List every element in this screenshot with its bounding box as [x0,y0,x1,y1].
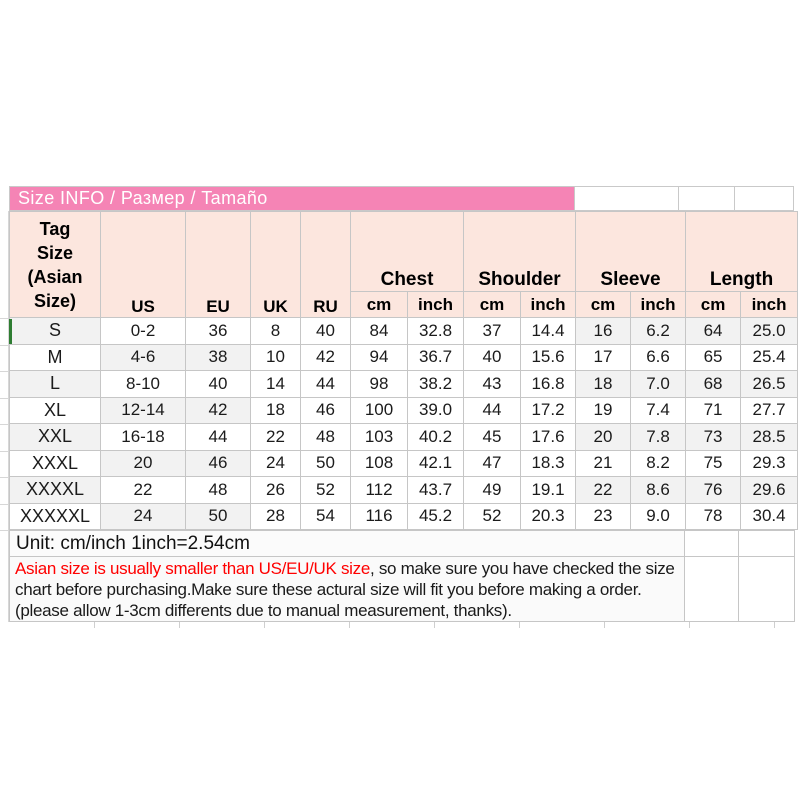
gridline-stub [0,477,8,478]
size-value-cell: 26 [251,477,301,504]
size-value-cell: 25.0 [741,318,798,345]
size-value-cell: 20.3 [521,503,576,530]
size-value-cell: 8 [251,318,301,345]
column-header-us: US [101,212,186,318]
size-value-cell: 103 [351,424,408,451]
size-value-cell: 16.8 [521,371,576,398]
size-value-cell: 75 [686,450,741,477]
size-value-cell: 40 [464,344,521,371]
size-value-cell: 15.6 [521,344,576,371]
tag-line: Tag [39,218,71,239]
size-value-cell: 32.8 [408,318,464,345]
gridline-stub [349,622,350,628]
size-value-cell: 18 [576,371,631,398]
size-value-cell: 48 [301,424,351,451]
size-value-cell: 38.2 [408,371,464,398]
size-value-cell: 29.3 [741,450,798,477]
gridline-stub [0,530,8,531]
unit-note: Unit: cm/inch 1inch=2.54cm [9,530,685,557]
tag-size-cell: M [10,344,101,371]
size-table [9,211,798,530]
size-value-cell: 23 [576,503,631,530]
table-row [10,344,798,371]
size-value-cell: 45 [464,424,521,451]
gridline-stub [434,622,435,628]
size-value-cell: 17.2 [521,397,576,424]
size-value-cell: 48 [186,477,251,504]
subheader-chest-inch: inch [408,292,464,318]
size-value-cell: 50 [186,503,251,530]
size-value-cell: 36 [186,318,251,345]
size-value-cell: 44 [301,371,351,398]
size-value-cell: 43.7 [408,477,464,504]
size-value-cell: 27.7 [741,397,798,424]
gridline-stub [604,622,605,628]
size-value-cell: 18.3 [521,450,576,477]
size-value-cell: 38 [186,344,251,371]
size-value-cell: 71 [686,397,741,424]
subheader-chest-cm: cm [351,292,408,318]
size-value-cell: 22 [576,477,631,504]
table-row [10,397,798,424]
size-value-cell: 8.2 [631,450,686,477]
page-title: Size INFO / Размер / Tamaño [9,186,575,211]
size-value-cell: 29.6 [741,477,798,504]
size-value-cell: 112 [351,477,408,504]
empty-cell [734,186,794,211]
size-value-cell: 28 [251,503,301,530]
unit-row [9,530,795,557]
size-value-cell: 65 [686,344,741,371]
gridline-stub [0,371,8,372]
size-value-cell: 42 [186,397,251,424]
tag-size-cell: XXXXXL [10,503,101,530]
tag-size-cell: XXL [10,424,101,451]
size-value-cell: 40 [301,318,351,345]
empty-cell [684,530,739,557]
disclaimer-red-text: Asian size is usually smaller than US/EU/UK size [15,559,371,578]
gridline-stub [0,424,8,425]
size-value-cell: 44 [186,424,251,451]
table-row [10,450,798,477]
size-value-cell: 28.5 [741,424,798,451]
size-value-cell: 42.1 [408,450,464,477]
size-value-cell: 40 [186,371,251,398]
column-group-chest: Chest [351,212,464,292]
size-value-cell: 46 [186,450,251,477]
gridline [8,211,9,622]
tag-size-cell: L [10,371,101,398]
gridline-stub [774,622,775,628]
size-value-cell: 100 [351,397,408,424]
subheader-shoulder-inch: inch [521,292,576,318]
column-header-ru: RU [301,212,351,318]
tag-size-cell: XL [10,397,101,424]
size-value-cell: 16-18 [101,424,186,451]
size-value-cell: 64 [686,318,741,345]
size-value-cell: 17.6 [521,424,576,451]
tag-size-cell: XXXXL [10,477,101,504]
gridline-stub [94,622,95,628]
gridline-stub [264,622,265,628]
title-row [9,186,794,211]
gridline-stub [0,504,8,505]
empty-cell [738,530,795,557]
size-value-cell: 73 [686,424,741,451]
size-value-cell: 94 [351,344,408,371]
size-value-cell: 52 [301,477,351,504]
size-value-cell: 26.5 [741,371,798,398]
column-group-length: Length [686,212,798,292]
size-value-cell: 42 [301,344,351,371]
empty-cell [684,556,739,622]
tag-size-cell: S [10,318,101,345]
size-value-cell: 4-6 [101,344,186,371]
size-value-cell: 6.2 [631,318,686,345]
size-value-cell: 30.4 [741,503,798,530]
size-value-cell: 17 [576,344,631,371]
column-group-shoulder: Shoulder [464,212,576,292]
gridline-stub [0,345,8,346]
disclaimer-text [9,556,685,622]
subheader-sleeve-cm: cm [576,292,631,318]
gridline-stub [0,398,8,399]
size-value-cell: 0-2 [101,318,186,345]
size-value-cell: 7.0 [631,371,686,398]
size-value-cell: 6.6 [631,344,686,371]
size-value-cell: 78 [686,503,741,530]
empty-cell [738,556,795,622]
size-value-cell: 19.1 [521,477,576,504]
size-value-cell: 36.7 [408,344,464,371]
column-header-uk: UK [251,212,301,318]
size-value-cell: 84 [351,318,408,345]
size-value-cell: 20 [576,424,631,451]
size-value-cell: 22 [251,424,301,451]
size-value-cell: 10 [251,344,301,371]
size-value-cell: 40.2 [408,424,464,451]
size-value-cell: 9.0 [631,503,686,530]
header-row-groups [10,212,798,292]
size-value-cell: 18 [251,397,301,424]
subheader-length-inch: inch [741,292,798,318]
column-group-sleeve: Sleeve [576,212,686,292]
subheader-shoulder-cm: cm [464,292,521,318]
size-value-cell: 76 [686,477,741,504]
size-value-cell: 12-14 [101,397,186,424]
empty-cell [678,186,735,211]
size-value-cell: 7.4 [631,397,686,424]
table-row [10,503,798,530]
green-selection-marker [9,319,12,344]
size-value-cell: 108 [351,450,408,477]
size-value-cell: 54 [301,503,351,530]
subheader-length-cm: cm [686,292,741,318]
tag-line: (Asian [27,266,83,287]
size-value-cell: 8-10 [101,371,186,398]
table-row [10,318,798,345]
size-value-cell: 52 [464,503,521,530]
size-value-cell: 46 [301,397,351,424]
tag-line: Size [36,242,74,263]
size-value-cell: 7.8 [631,424,686,451]
gridline-stub [0,318,8,319]
table-row [10,371,798,398]
size-value-cell: 24 [101,503,186,530]
table-row [10,477,798,504]
size-value-cell: 21 [576,450,631,477]
size-value-cell: 49 [464,477,521,504]
size-value-cell: 98 [351,371,408,398]
disclaimer-rest-text: , so make sure you have checked the size chart before purchasing.Make sure these actural size will fit you before making a order.(please allow 1-3cm differents due to manual measurement, thanks). [15,559,675,620]
size-value-cell: 50 [301,450,351,477]
size-value-cell: 24 [251,450,301,477]
size-value-cell: 14 [251,371,301,398]
tag-size-cell: XXXL [10,450,101,477]
table-row [10,424,798,451]
size-value-cell: 39.0 [408,397,464,424]
size-table-body [10,318,798,530]
size-value-cell: 37 [464,318,521,345]
size-value-cell: 45.2 [408,503,464,530]
size-value-cell: 20 [101,450,186,477]
empty-cell [574,186,679,211]
gridline-stub [179,622,180,628]
gridline-stub [0,451,8,452]
size-value-cell: 8.6 [631,477,686,504]
gridline-stub [519,622,520,628]
size-value-cell: 25.4 [741,344,798,371]
size-value-cell: 14.4 [521,318,576,345]
size-value-cell: 43 [464,371,521,398]
gridline-stub [689,622,690,628]
column-header-eu: EU [186,212,251,318]
size-value-cell: 16 [576,318,631,345]
tag-line: Size) [33,290,76,311]
size-value-cell: 19 [576,397,631,424]
size-value-cell: 68 [686,371,741,398]
subheader-sleeve-inch: inch [631,292,686,318]
size-value-cell: 116 [351,503,408,530]
size-value-cell: 22 [101,477,186,504]
disclaimer-row [9,556,795,622]
size-value-cell: 44 [464,397,521,424]
column-header-tag-size [10,212,101,318]
size-value-cell: 47 [464,450,521,477]
